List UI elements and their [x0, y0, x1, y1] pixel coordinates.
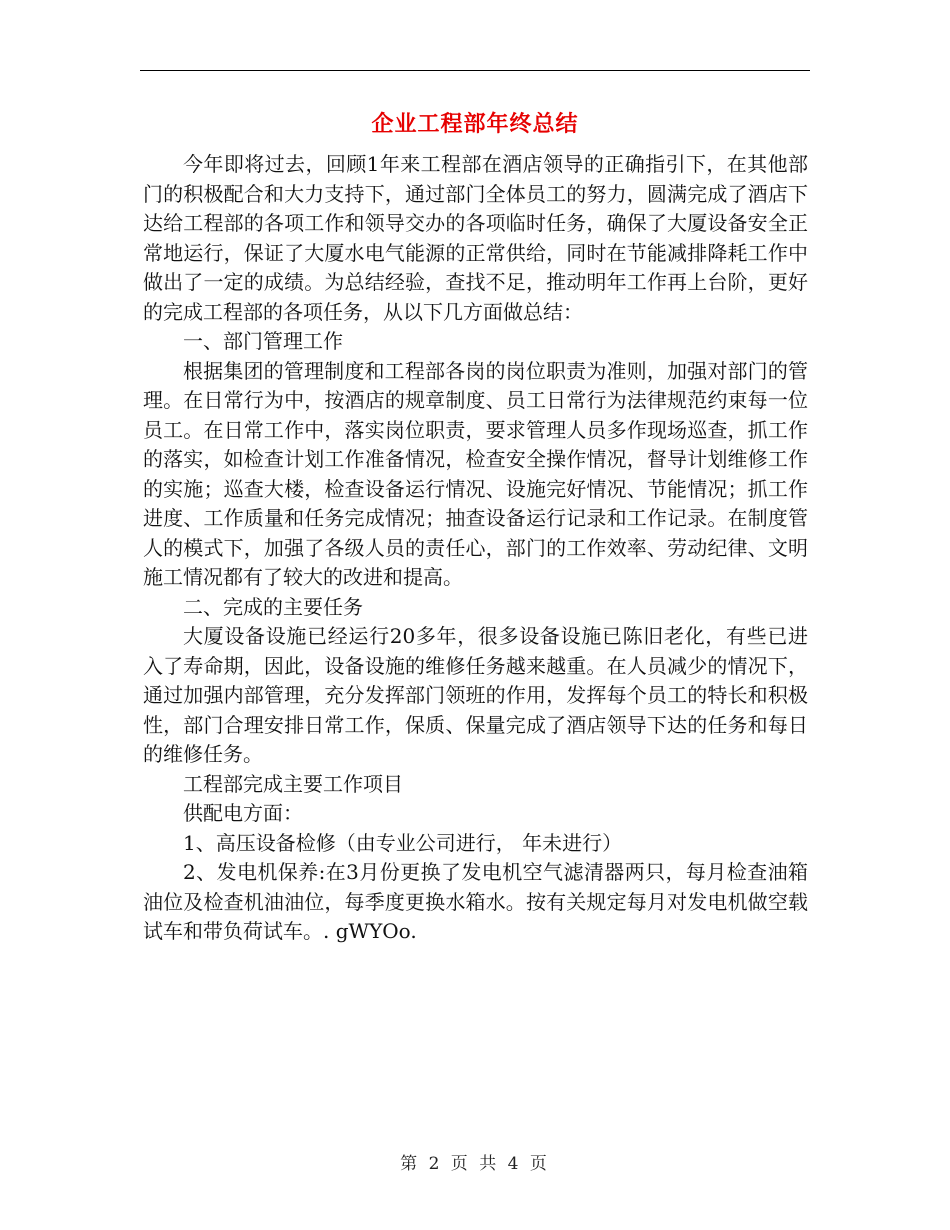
management-paragraph: 根据集团的管理制度和工程部各岗的岗位职责为准则，加强对部门的管理。在日常行为中，按酒店的规章制度、员工日常行为法律规范约束每一位员工。在日常工作中，落实岗位职责，要求管理人员多作现场巡查，抓工作的落实，如检查计划工作准备情况，检查安全操作情况，督导计划维修工作的实施；巡查大楼，检查设备运行情况、设施完好情况、节能情况；抓工作进度、工作质量和任务完成情况；抽查设备运行记录和工作记录。在制度管人的模式下，加强了各级人员的责任心，部门的工作效率、劳动纪律、文明施工情况都有了较大的改进和提高。 [143, 358, 808, 589]
document-title: 企业工程部年终总结 [371, 112, 579, 137]
header-rule [140, 70, 810, 71]
list-item-generator: 2、发电机保养:在3月份更换了发电机空气滤清器两只，每月检查油箱油位及检查机油油位，每季度更换水箱水。按有关规定每月对发电机做空载试车和带负荷试车。. gWYOo. [143, 860, 808, 943]
page-number: 第 2 页 共 4 页 [400, 1154, 550, 1174]
work-items-heading: 工程部完成主要工作项目 [183, 771, 403, 796]
intro-paragraph: 今年即将过去，回顾1年来工程部在酒店领导的正确指引下，在其他部门的积极配合和大力支持下，通过部门全体员工的努力，圆满完成了酒店下达给工程部的各项工作和领导交办的各项临时任务，确保了大厦设备安全正常地运行，保证了大厦水电气能源的正常供给，同时在节能减排降耗工作中做出了一定的成绩。为总结经验，查找不足，推动明年工作再上台阶，更好的完成工程部的各项任务，从以下几方面做总结： [143, 152, 808, 324]
section-heading-management: 一、部门管理工作 [183, 329, 343, 353]
list-item-high-voltage: 1、高压设备检修（由专业公司进行， 年未进行） [183, 830, 623, 855]
section-heading-tasks: 二、完成的主要任务 [183, 594, 363, 619]
tasks-paragraph: 大厦设备设施已经运行20多年，很多设备设施已陈旧老化，有些已进入了寿命期，因此，设备设施的维修任务越来越重。在人员减少的情况下，通过加强内部管理，充分发挥部门领班的作用，发挥每个员工的特长和积极性，部门合理安排日常工作，保质、保量完成了酒店领导下达的任务和每日的维修任务。 [143, 624, 808, 766]
power-supply-heading: 供配电方面： [183, 801, 303, 825]
document-body [143, 150, 808, 947]
